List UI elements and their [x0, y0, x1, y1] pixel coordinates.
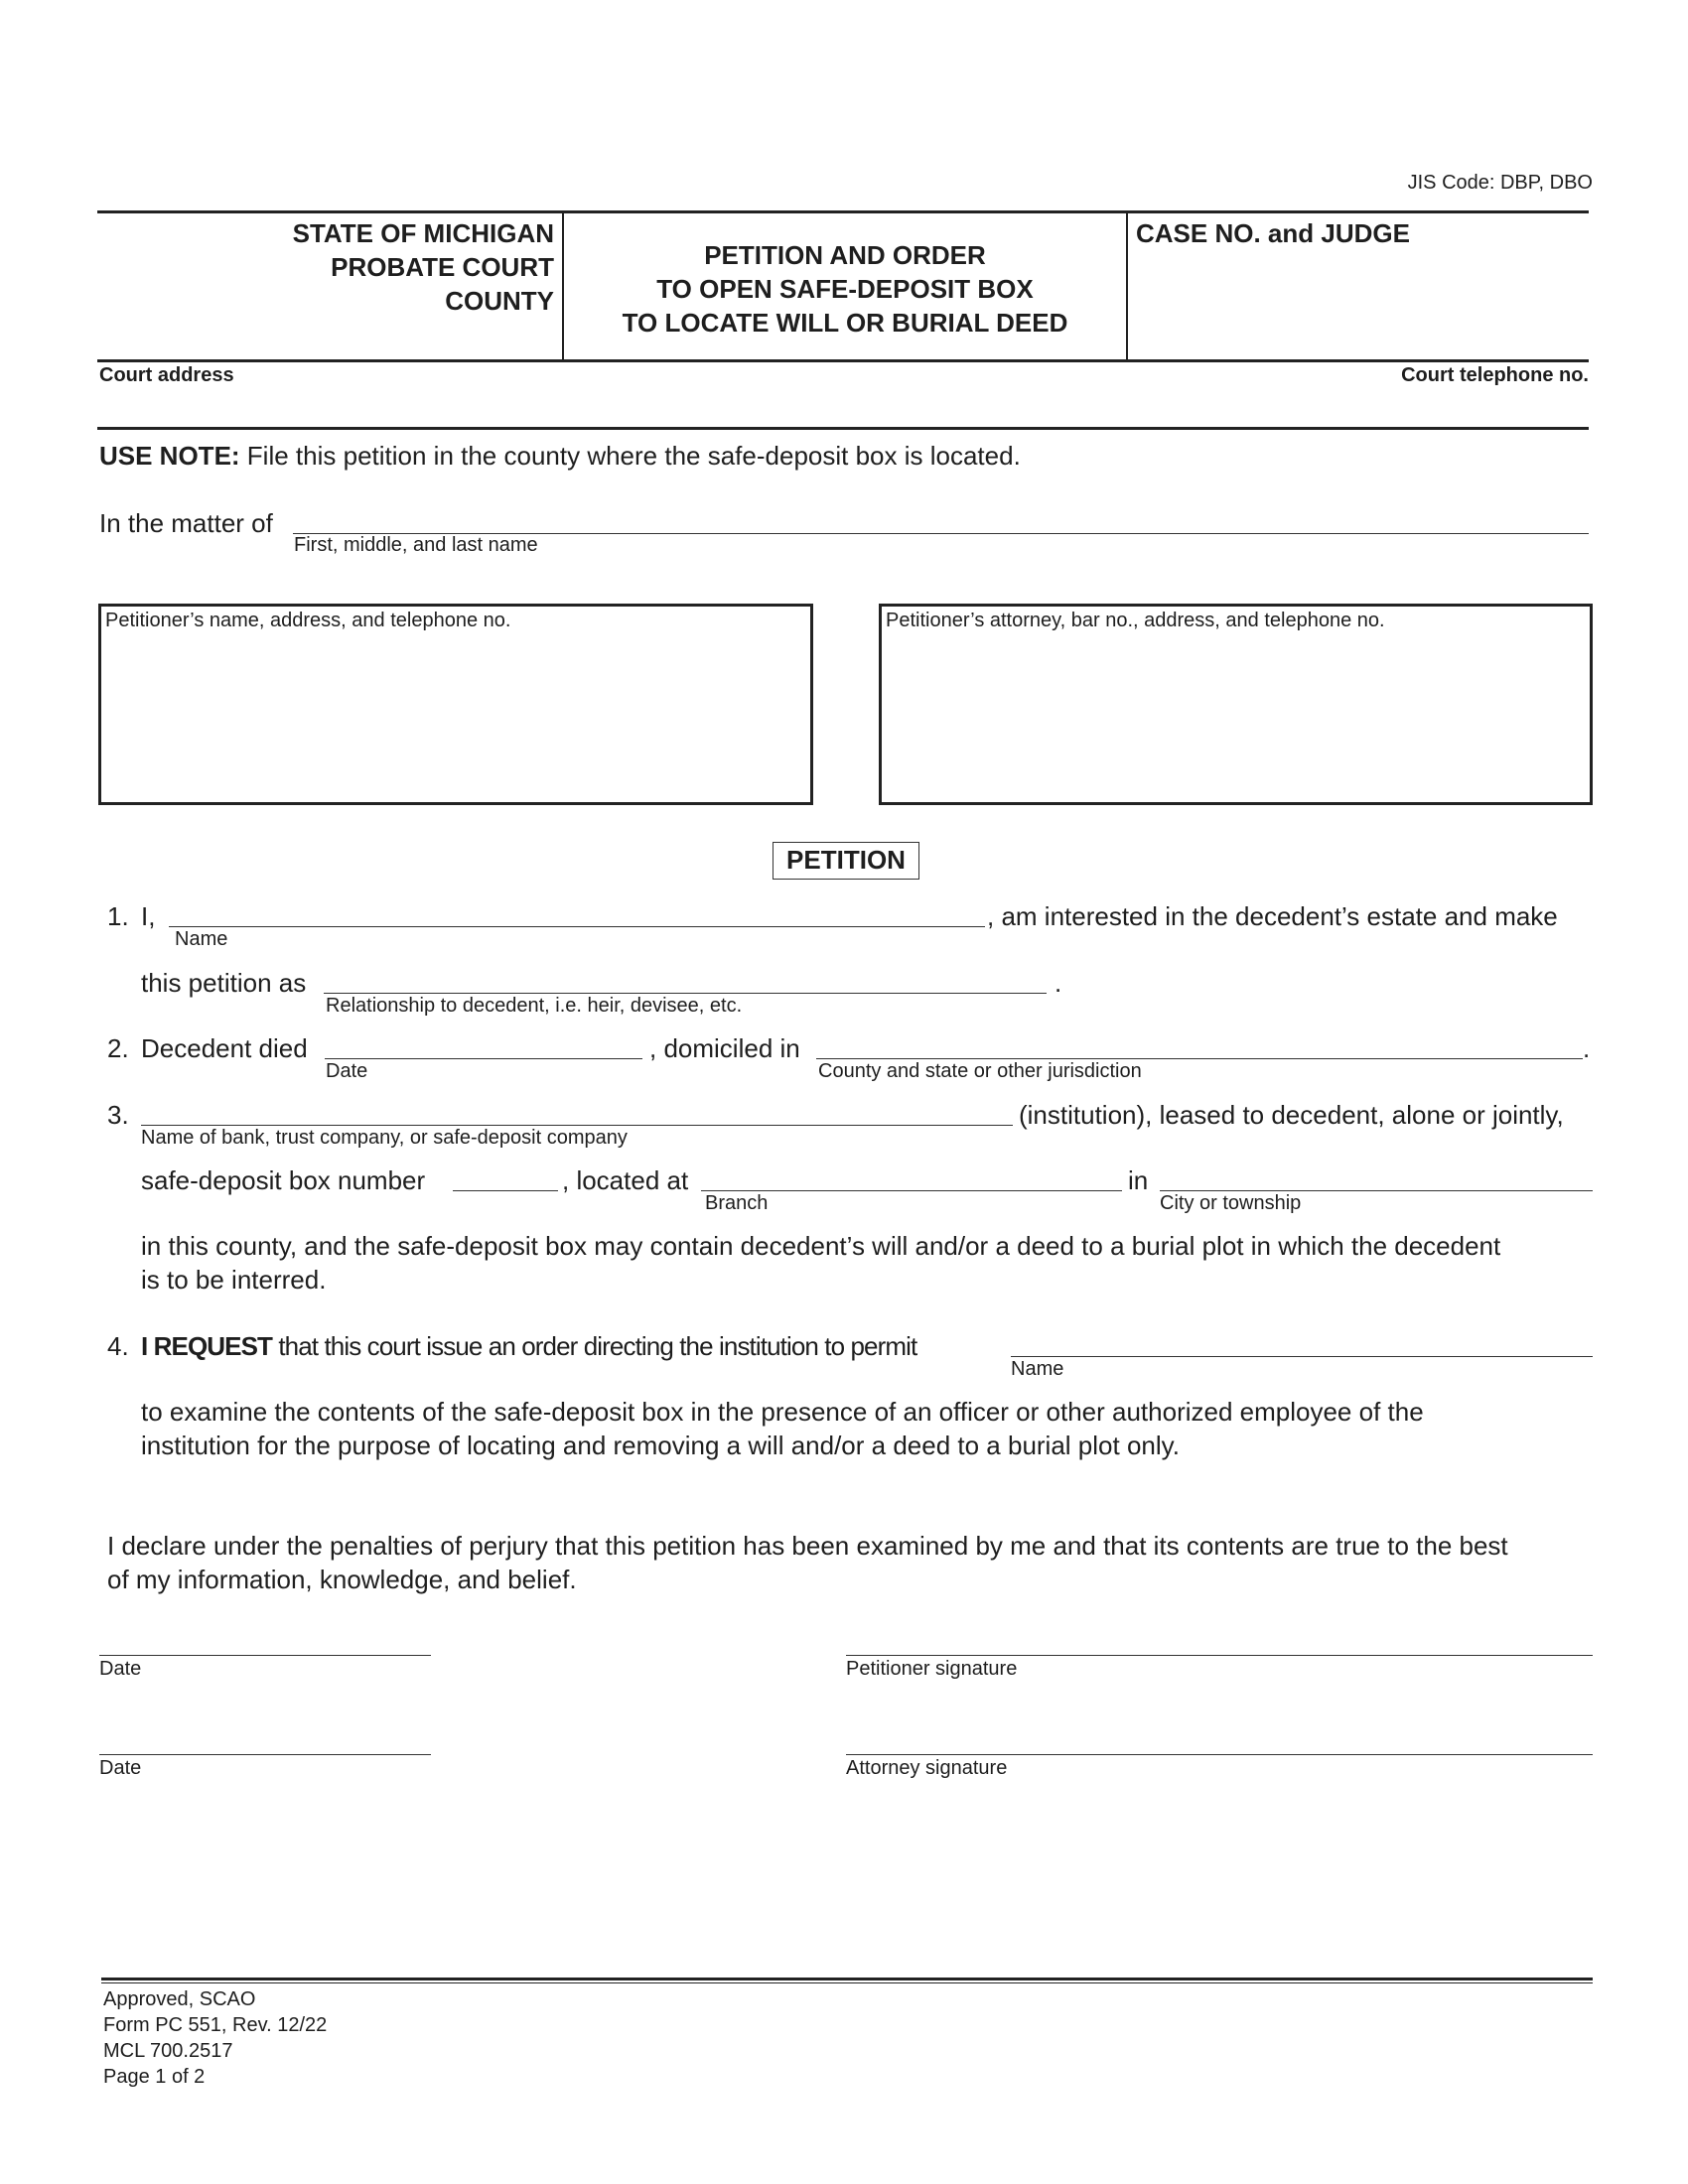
permitted-person-field[interactable] — [1011, 1356, 1593, 1357]
form-title-line-3: TO LOCATE WILL OR BURIAL DEED — [622, 308, 1068, 338]
box-number-prefix: safe-deposit box number — [141, 1165, 426, 1195]
footer-rule-top — [101, 1978, 1593, 1980]
item4-number: 4. — [107, 1331, 129, 1361]
footer-approved: Approved, SCAO — [103, 1988, 256, 2010]
date-2-field[interactable] — [99, 1754, 431, 1755]
date-of-death-caption: Date — [326, 1060, 368, 1082]
item3-text-line-1: in this county, and the safe-deposit box may contain decedent’s will and/or a deed to a burial plot in which the decedent — [141, 1231, 1501, 1261]
footer-page: Page 1 of 2 — [103, 2066, 206, 2088]
petition-heading: PETITION — [773, 842, 919, 880]
item1-line2-suffix: . — [1055, 968, 1062, 998]
court-county: COUNTY — [445, 286, 554, 316]
date-1-field[interactable] — [99, 1655, 431, 1656]
date-of-death-field[interactable] — [325, 1058, 642, 1059]
footer-info — [103, 1986, 327, 2090]
footer-mcl: MCL 700.2517 — [103, 2040, 233, 2062]
city-field[interactable] — [1160, 1190, 1593, 1191]
petitioner-name-caption: Name — [175, 928, 228, 950]
item4-request — [141, 1331, 916, 1361]
form-title-line-2: TO OPEN SAFE-DEPOSIT BOX — [656, 274, 1034, 304]
attorney-signature-caption: Attorney signature — [846, 1757, 1008, 1779]
form-title — [566, 238, 1124, 340]
attorney-box-label: Petitioner’s attorney, bar no., address, and telephone no. — [886, 610, 1385, 631]
footer-rule-bottom — [101, 1982, 1593, 1983]
item2-suffix: . — [1583, 1033, 1591, 1063]
bank-name-field[interactable] — [141, 1125, 1013, 1126]
declaration-line-1: I declare under the penalties of perjury that this petition has been examined by me and that its contents are true to the best — [107, 1531, 1508, 1561]
petitioner-box-label: Petitioner’s name, address, and telephone no. — [105, 610, 511, 631]
footer-form-number: Form PC 551, Rev. 12/22 — [103, 2014, 328, 2036]
petitioner-signature-caption: Petitioner signature — [846, 1658, 1018, 1680]
date-1-caption: Date — [99, 1658, 142, 1680]
case-no-label: CASE NO. and JUDGE — [1136, 218, 1410, 248]
city-caption: City or township — [1160, 1192, 1302, 1214]
located-at-text: , located at — [562, 1165, 689, 1195]
court-state: STATE OF MICHIGAN — [292, 218, 554, 248]
branch-caption: Branch — [705, 1192, 769, 1214]
branch-field[interactable] — [701, 1190, 1122, 1191]
header-lower-rule — [97, 427, 1589, 430]
in-text: in — [1128, 1165, 1149, 1195]
petitioner-box[interactable] — [98, 604, 813, 805]
attorney-signature-field[interactable] — [846, 1754, 1593, 1755]
court-phone-label: Court telephone no. — [1401, 364, 1589, 386]
box-number-field[interactable] — [453, 1190, 558, 1191]
form-title-line-1: PETITION AND ORDER — [704, 240, 986, 270]
item4-text-line-1: to examine the contents of the safe-deposit box in the presence of an officer or other authorized employee of the — [141, 1397, 1424, 1427]
item1-line2-prefix: this petition as — [141, 968, 307, 998]
permitted-person-caption: Name — [1011, 1358, 1064, 1380]
item2-number: 2. — [107, 1033, 129, 1063]
use-note-text: File this petition in the county where the safe-deposit box is located. — [239, 441, 1021, 471]
header-divider-left — [562, 212, 564, 361]
header-divider-right — [1126, 212, 1128, 361]
item1-prefix: I, — [141, 901, 156, 931]
item3-number: 3. — [107, 1100, 129, 1130]
item3-text-line-2: is to be interred. — [141, 1265, 327, 1295]
court-name: PROBATE COURT — [331, 252, 554, 282]
header-top-rule — [97, 210, 1589, 213]
header-bottom-rule — [97, 359, 1589, 362]
item4-request-text: that this court issue an order directing the institution to permit — [272, 1331, 917, 1361]
use-note-label: USE NOTE: — [99, 441, 240, 471]
domicile-field[interactable] — [816, 1058, 1583, 1059]
declaration-line-2: of my information, knowledge, and belief. — [107, 1565, 577, 1594]
item4-request-label: I REQUEST — [141, 1331, 273, 1361]
item3-suffix: (institution), leased to decedent, alone or jointly, — [1019, 1100, 1564, 1130]
item1-number: 1. — [107, 901, 129, 931]
relationship-caption: Relationship to decedent, i.e. heir, devisee, etc. — [326, 995, 743, 1017]
item1-suffix: , am interested in the decedent’s estate and make — [987, 901, 1558, 931]
attorney-box[interactable] — [879, 604, 1593, 805]
court-address-label: Court address — [99, 364, 234, 386]
court-heading — [99, 216, 554, 318]
petitioner-signature-field[interactable] — [846, 1655, 1593, 1656]
jis-code: JIS Code: DBP, DBO — [1407, 172, 1593, 194]
date-2-caption: Date — [99, 1757, 142, 1779]
item4-text-line-2: institution for the purpose of locating and removing a will and/or a deed to a burial plot only. — [141, 1431, 1180, 1460]
item2-prefix: Decedent died — [141, 1033, 308, 1063]
item2-middle: , domiciled in — [649, 1033, 800, 1063]
use-note — [99, 441, 1021, 471]
domicile-caption: County and state or other jurisdiction — [818, 1060, 1142, 1082]
petitioner-name-field[interactable] — [169, 926, 985, 927]
matter-prefix: In the matter of — [99, 508, 273, 538]
decedent-name-caption: First, middle, and last name — [294, 534, 538, 556]
relationship-field[interactable] — [324, 993, 1047, 994]
bank-name-caption: Name of bank, trust company, or safe-deposit company — [141, 1127, 628, 1149]
